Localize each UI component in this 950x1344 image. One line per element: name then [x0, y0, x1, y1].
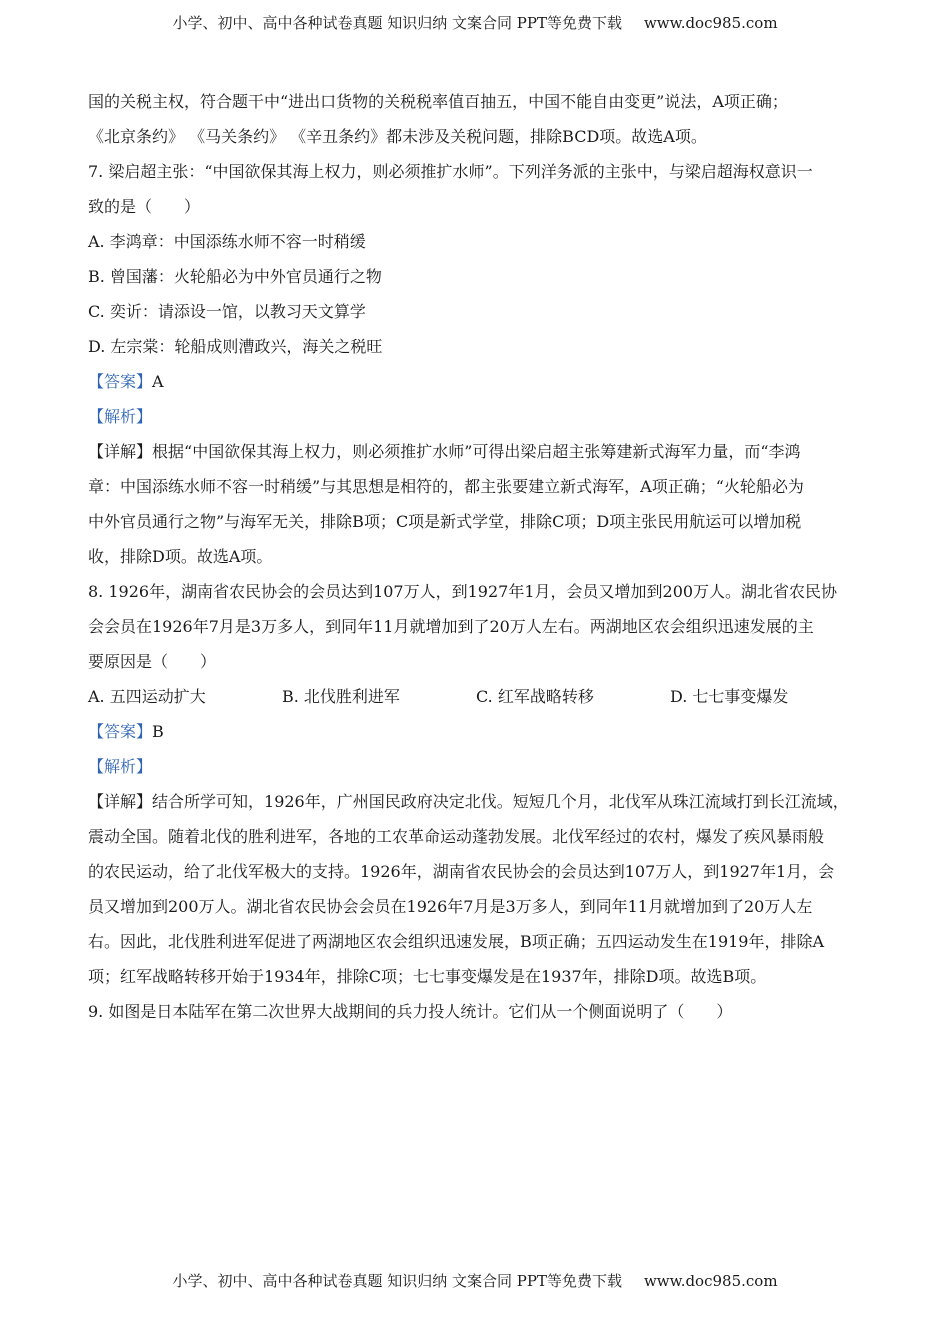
- q7-option-c: C. 奕䜣：请添设一馆，以教习天文算学: [88, 302, 366, 321]
- q7-detail: 中外官员通行之物”与海军无关，排除B项；C项是新式学堂，排除C项；D项主张民用航运可以增加税: [88, 512, 802, 531]
- footer-site-text: 小学、初中、高中各种试卷真题 知识归纳 文案合同 PPT等免费下载: [172, 1272, 622, 1290]
- footer-url: www.doc985.com: [643, 1272, 778, 1290]
- q8-stem: 8. 1926年，湖南省农民协会的会员达到107万人，到1927年1月，会员又增加到200万人。湖北省农民协: [88, 582, 838, 601]
- answer-label: 【答案】: [88, 722, 153, 741]
- detail-text: 结合所学可知，1926年，广州国民政府决定北伐。短短几个月，北伐军从珠江流域打到长江流域，: [152, 792, 849, 811]
- q8-options: [88, 679, 878, 714]
- q7-analysis-label: 【解析】: [88, 407, 153, 426]
- header-url: www.doc985.com: [643, 14, 778, 32]
- q7-answer: [88, 364, 878, 399]
- q7-detail: 章：中国添练水师不容一时稍缓”与其思想是相符的，都主张要建立新式海军，A项正确；“火轮船必为: [88, 477, 804, 496]
- q7-option-d: D. 左宗棠：轮船成则漕政兴，海关之税旺: [88, 337, 383, 356]
- q8-detail: 项；红军战略转移开始于1934年，排除C项；七七事变爆发是在1937年，排除D项。故选B项。: [88, 967, 767, 986]
- detail-label: 【详解】: [88, 792, 153, 811]
- q8-detail: [88, 784, 878, 819]
- q8-detail: 员又增加到200万人。湖北省农民协会会员在1926年7月是3万多人，到同年11月就增加到了20万人左: [88, 897, 813, 916]
- answer-value: A: [152, 372, 164, 391]
- q8-option-b: B. 北伐胜利进军: [282, 687, 400, 706]
- q7-stem: 7. 梁启超主张：“中国欲保其海上权力，则必须推扩水师”。下列洋务派的主张中，与梁启超海权意识一: [88, 162, 813, 181]
- q7-stem: 致的是（ ）: [88, 197, 201, 216]
- q8-stem: 会会员在1926年7月是3万多人，到同年11月就增加到了20万人左右。两湖地区农会组织迅速发展的主: [88, 617, 814, 636]
- q7-detail: 收，排除D项。故选A项。: [88, 547, 273, 566]
- detail-text: 根据“中国欲保其海上权力，则必须推扩水师”可得出梁启超主张筹建新式海军力量，而“李鸿: [152, 442, 801, 461]
- document-body: [88, 84, 878, 1029]
- q8-detail: 的农民运动，给了北伐军极大的支持。1926年，湖南省农民协会的会员达到107万人，到1927年1月，会: [88, 862, 835, 881]
- page-footer: [0, 1270, 950, 1291]
- answer-value: B: [152, 722, 164, 741]
- answer-label: 【答案】: [88, 372, 153, 391]
- q8-detail: 震动全国。随着北伐的胜利进军，各地的工农革命运动蓬勃发展。北伐军经过的农村，爆发了疾风暴雨般: [88, 827, 825, 846]
- q7-option-a: A. 李鸿章：中国添练水师不容一时稍缓: [88, 232, 366, 251]
- q8-option-d: D. 七七事变爆发: [670, 687, 789, 706]
- q8-answer: [88, 714, 878, 749]
- q8-option-c: C. 红军战略转移: [476, 687, 594, 706]
- q6-explanation-line: 《北京条约》 《马关条约》 《辛丑条约》都未涉及关税问题，排除BCD项。故选A项。: [88, 127, 707, 146]
- q8-stem: 要原因是（ ）: [88, 652, 217, 671]
- q9-stem: 9. 如图是日本陆军在第二次世界大战期间的兵力投人统计。它们从一个侧面说明了（ ）: [88, 1002, 733, 1021]
- q6-explanation-line: 国的关税主权，符合题干中“进出口货物的关税税率值百抽五，中国不能自由变更”说法，A项正确；: [88, 92, 788, 111]
- header-site-text: 小学、初中、高中各种试卷真题 知识归纳 文案合同 PPT等免费下载: [172, 14, 622, 32]
- q7-detail: [88, 434, 878, 469]
- q7-option-b: B. 曾国藩：火轮船必为中外官员通行之物: [88, 267, 382, 286]
- q8-option-a: A. 五四运动扩大: [88, 687, 206, 706]
- q8-analysis-label: 【解析】: [88, 757, 153, 776]
- detail-label: 【详解】: [88, 442, 153, 461]
- q8-detail: 右。因此，北伐胜利进军促进了两湖地区农会组织迅速发展，B项正确；五四运动发生在1919年，排除A: [88, 932, 825, 951]
- page-header: [0, 12, 950, 33]
